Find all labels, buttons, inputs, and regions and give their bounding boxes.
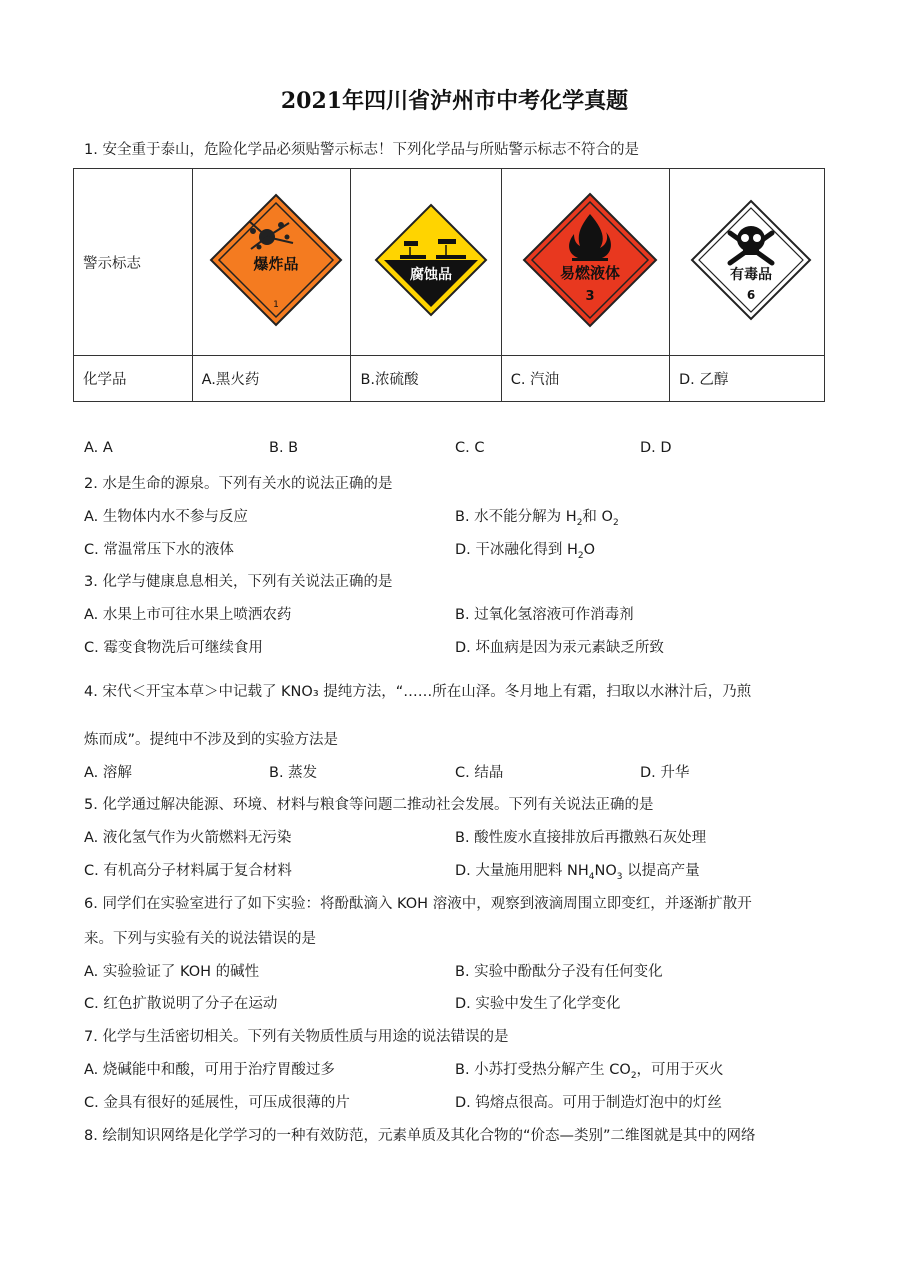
q2-option-d: D. 干冰融化得到 $H_2O$	[455, 542, 596, 561]
question-2-stem: 2. 水是生命的源泉。下列有关水的说法正确的是	[84, 476, 393, 492]
q7-option-a: A. 烧碱能中和酸，可用于治疗胃酸过多	[84, 1062, 335, 1078]
q5-option-b: B. 酸性废水直接排放后再撒熟石灰处理	[455, 830, 707, 846]
q5-option-c: C. 有机高分子材料属于复合材料	[84, 863, 292, 879]
q3-option-d: D. 坏血病是因为汞元素缺乏所致	[455, 640, 664, 656]
chemical-c: C. 汽油	[501, 356, 669, 402]
question-5-stem: 5. 化学通过解决能源、环境、材料与粮食等问题二推动社会发展。下列有关说法正确的是	[84, 797, 654, 813]
question-3-stem: 3. 化学与健康息息相关，下列有关说法正确的是	[84, 574, 393, 590]
question-1-stem: 1. 安全重于泰山，危险化学品必须贴警示标志！下列化学品与所贴警示标志不符合的是	[84, 142, 639, 158]
question-6-stem-line1: 6. 同学们在实验室进行了如下实验：将酚酞滴入 KOH 溶液中，观察到液滴周围立即变红，并逐渐扩散开	[84, 896, 752, 912]
sign-text-flammable: 易燃液体	[559, 264, 620, 282]
q1-option-b: B. B	[269, 440, 299, 456]
question-4-stem-line2: 炼而成”。提纯中不涉及到的实验方法是	[84, 732, 339, 748]
sign-number-flammable: 3	[585, 289, 595, 304]
page-title: 2021年四川省泸州市中考化学真题	[280, 88, 629, 114]
question-7-stem: 7. 化学与生活密切相关。下列有关物质性质与用途的说法错误的是	[84, 1029, 509, 1045]
sign-text-explosive: 爆炸品	[253, 255, 299, 273]
sign-cell-flammable	[501, 169, 669, 356]
sign-number-toxic: 6	[747, 288, 756, 302]
q7-option-d: D. 钨熔点很高。可用于制造灯泡中的灯丝	[455, 1095, 722, 1111]
sign-cell-toxic	[669, 169, 824, 356]
q7-option-b: B. 小苏打受热分解产生 $CO_2$，可用于灭火	[455, 1062, 724, 1081]
sign-cell-corrosive	[351, 169, 501, 356]
q5-option-d: D. 大量施用肥料 $NH_4NO_3$ 以提高产量	[455, 863, 700, 882]
chemical-d: D. 乙醇	[669, 356, 824, 402]
q1-option-a: A. A	[84, 440, 113, 456]
sign-number-explosive: 1	[273, 300, 279, 310]
q6-option-c: C. 红色扩散说明了分子在运动	[84, 996, 278, 1012]
q1-option-d: D. D	[640, 440, 672, 456]
question-6-stem-line2: 来。下列与实验有关的说法错误的是	[84, 931, 316, 947]
q6-option-a: A. 实验验证了 KOH 的碱性	[84, 964, 260, 980]
q3-option-c: C. 霉变食物洗后可继续食用	[84, 640, 263, 656]
row-label-chemical: 化学品	[74, 356, 193, 402]
chemical-a: A.黑火药	[192, 356, 351, 402]
q4-option-d: D. 升华	[640, 765, 690, 781]
question-8-stem: 8. 绘制知识网络是化学学习的一种有效防范，元素单质及其化合物的“价态—类别”二维图就是其中的网络	[84, 1128, 756, 1144]
q3-option-a: A. 水果上市可往水果上喷洒农药	[84, 607, 292, 623]
row-label-sign: 警示标志	[74, 169, 193, 356]
q6-option-b: B. 实验中酚酞分子没有任何变化	[455, 964, 663, 980]
q2-option-b: B. 水不能分解为 $H_2$和 $O_2$	[455, 509, 619, 528]
q3-option-b: B. 过氧化氢溶液可作消毒剂	[455, 607, 634, 623]
q1-option-c: C. C	[455, 440, 485, 456]
skull-crossbones-icon	[690, 199, 812, 321]
corrosion-icon	[374, 203, 488, 317]
chemical-b: B.浓硫酸	[351, 356, 501, 402]
hazard-sign-table	[73, 168, 825, 402]
q2-option-c: C. 常温常压下水的液体	[84, 542, 234, 558]
question-4-stem-line1: 4. 宋代＜开宝本草＞中记载了 KNO₃ 提纯方法，“……所在山泽。冬月地上有霜，扫取以水淋汁后，乃煎	[84, 684, 752, 700]
q2-option-a: A. 生物体内水不参与反应	[84, 509, 248, 525]
sign-cell-explosive	[192, 169, 351, 356]
sign-text-corrosive: 腐蚀品	[409, 267, 452, 283]
q6-option-d: D. 实验中发生了化学变化	[455, 996, 621, 1012]
q4-option-c: C. 结晶	[455, 765, 504, 781]
flame-icon	[522, 192, 658, 328]
explosion-icon	[209, 193, 343, 327]
sign-text-toxic: 有毒品	[730, 267, 773, 283]
q7-option-c: C. 金具有很好的延展性，可压成很薄的片	[84, 1095, 350, 1111]
q5-option-a: A. 液化氢气作为火箭燃料无污染	[84, 830, 292, 846]
q4-option-b: B. 蒸发	[269, 765, 318, 781]
q4-option-a: A. 溶解	[84, 765, 132, 781]
